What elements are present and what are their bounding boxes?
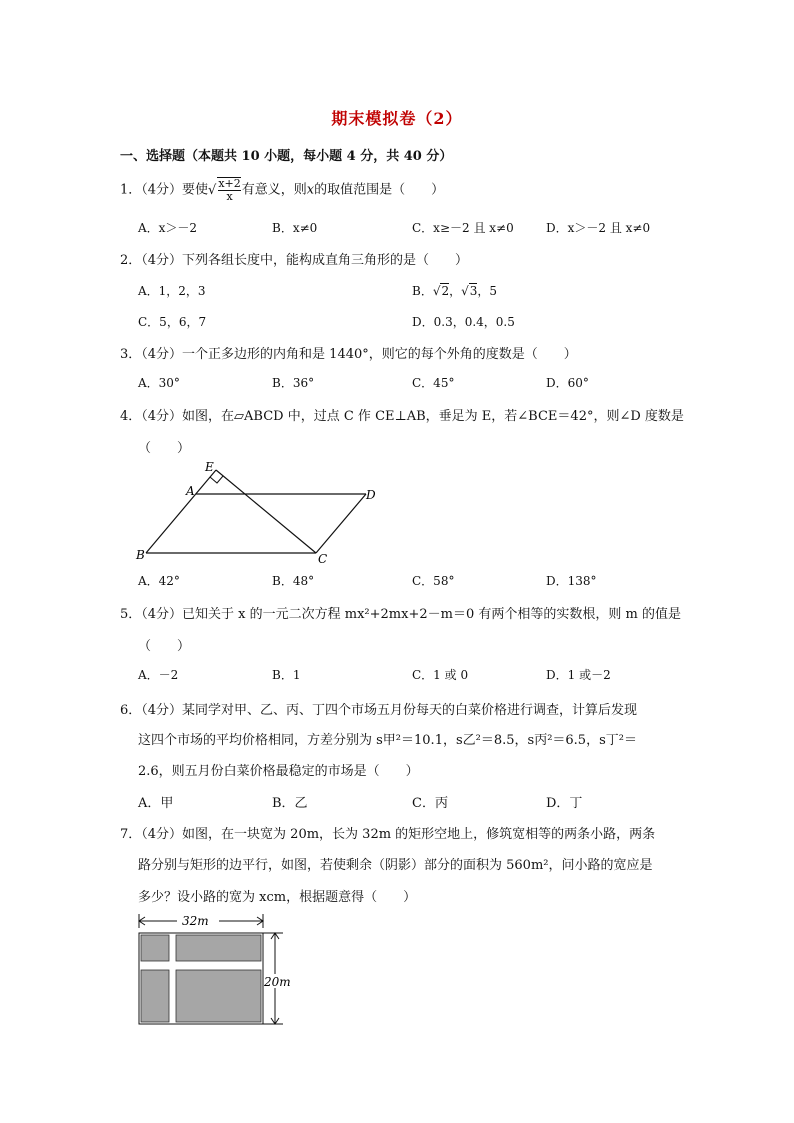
- question-7-line-1: 7．（4分）如图，在一块宽为 20m，长为 32m 的矩形空地上，修筑宽相等的两条小路，两条: [120, 827, 656, 842]
- q2-b-root2: 3: [469, 284, 478, 298]
- q4-right-angle-mark: [210, 476, 223, 483]
- q2-option-d[interactable]: D．0.3，0.4，0.5: [412, 315, 515, 329]
- q1-text-a: 有意义，则: [241, 182, 307, 198]
- q7-shaded-top-left: [141, 935, 169, 961]
- q1-option-a[interactable]: A．x＞－2: [138, 221, 198, 235]
- q5-option-d[interactable]: D．1 或－2: [546, 668, 611, 682]
- q7-length-label: 32m: [182, 914, 209, 928]
- q5-option-c[interactable]: C．1 或 0: [412, 668, 469, 682]
- q4-label-b: B: [136, 548, 145, 562]
- question-5: 5．（4分）已知关于 x 的一元二次方程 mx²+2mx+2－m＝0 有两个相等的实数根，则 m 的值是: [120, 607, 681, 622]
- q1-variable: x: [306, 182, 315, 198]
- q2-b-tail: ，5: [477, 284, 498, 298]
- question-7-line-3: 多少？设小路的宽为 xcm，根据题意得（ ）: [138, 890, 417, 905]
- q7-shaded-bottom-left: [141, 970, 169, 1022]
- q4-parallelogram-figure: [130, 455, 400, 570]
- q4-option-a[interactable]: A．42°: [138, 574, 180, 588]
- page-title: 期末模拟卷（2）: [331, 109, 463, 128]
- q4-option-c[interactable]: C．58°: [412, 574, 455, 588]
- q2-option-b-label: B．: [412, 284, 433, 298]
- q5-option-a[interactable]: A．－2: [138, 668, 179, 682]
- question-6-line-1: 6．（4分）某同学对甲、乙、丙、丁四个市场五月份每天的白菜价格进行调查，计算后发现: [120, 703, 638, 718]
- q2-option-b[interactable]: B．√2，√3，5: [412, 284, 498, 298]
- q4-edge-dc: [316, 494, 366, 553]
- q3-option-d[interactable]: D．60°: [546, 376, 589, 390]
- question-2: 2．（4分）下列各组长度中，能构成直角三角形的是（ ）: [120, 253, 469, 268]
- q1-option-d[interactable]: D．x＞－2 且 x≠0: [546, 221, 651, 235]
- q4-answer-paren: （ ）: [138, 441, 191, 456]
- q6-option-b[interactable]: B．乙: [272, 796, 308, 811]
- q4-segment-ce: [216, 470, 316, 553]
- q1-option-b[interactable]: B．x≠0: [272, 221, 318, 235]
- q1-frac-denominator: x: [218, 190, 240, 203]
- q4-label-d: D: [366, 488, 376, 502]
- q1-frac-numerator: x+2: [218, 177, 241, 190]
- question-4: 4．（4分）如图，在▱ABCD 中，过点 C 作 CE⊥AB，垂足为 E，若∠BCE＝42°，则∠D 度数是: [120, 409, 684, 424]
- q4-option-b[interactable]: B．48°: [272, 574, 315, 588]
- question-6-line-2: 这四个市场的平均价格相同，方差分别为 s甲²＝10.1，s乙²＝8.5，s丙²＝6.5，s丁²＝: [138, 733, 637, 748]
- q2-b-root1: 2: [441, 284, 450, 298]
- q3-option-a[interactable]: A．30°: [138, 376, 180, 390]
- q4-label-a: A: [186, 484, 195, 498]
- q1-text-b: 的取值范围是（ ）: [314, 182, 445, 198]
- q4-label-e: E: [205, 460, 214, 474]
- q3-option-b[interactable]: B．36°: [272, 376, 315, 390]
- q3-option-c[interactable]: C．45°: [412, 376, 455, 390]
- q6-option-d[interactable]: D．丁: [546, 796, 583, 811]
- question-1: [120, 177, 444, 203]
- question-7-line-2: 路分别与矩形的边平行，如图，若使剩余（阴影）部分的面积为 560m²，问小路的宽应是: [138, 858, 653, 873]
- q5-option-b[interactable]: B．1: [272, 668, 301, 682]
- q4-edge-ab-extended: [146, 470, 216, 553]
- q7-shaded-top-right: [176, 935, 261, 961]
- q1-option-c[interactable]: C．x≥－2 且 x≠0: [412, 221, 514, 235]
- q7-shaded-bottom-right: [176, 970, 261, 1022]
- q7-field-figure: [133, 908, 303, 1033]
- q4-label-c: C: [318, 552, 328, 566]
- q1-sqrt-fraction: √ $\frac{x+2}{x}$: [208, 177, 241, 203]
- question-6-line-3: 2.6，则五月份白菜价格最稳定的市场是（ ）: [138, 764, 419, 779]
- q2-option-c[interactable]: C．5，6，7: [138, 315, 207, 329]
- q5-answer-paren: （ ）: [138, 639, 191, 654]
- section-heading: 一、选择题（本题共 10 小题，每小题 4 分，共 40 分）: [120, 149, 453, 164]
- q4-option-d[interactable]: D．138°: [546, 574, 597, 588]
- q6-option-c[interactable]: C．丙: [412, 796, 448, 811]
- q1-prefix: 1．（4分）要使: [120, 182, 209, 198]
- question-3: 3．（4分）一个正多边形的内角和是 1440°，则它的每个外角的度数是（ ）: [120, 347, 577, 362]
- q6-option-a[interactable]: A．甲: [138, 796, 174, 811]
- q2-option-a[interactable]: A．1，2，3: [138, 284, 206, 298]
- q7-width-label: 20m: [264, 975, 291, 989]
